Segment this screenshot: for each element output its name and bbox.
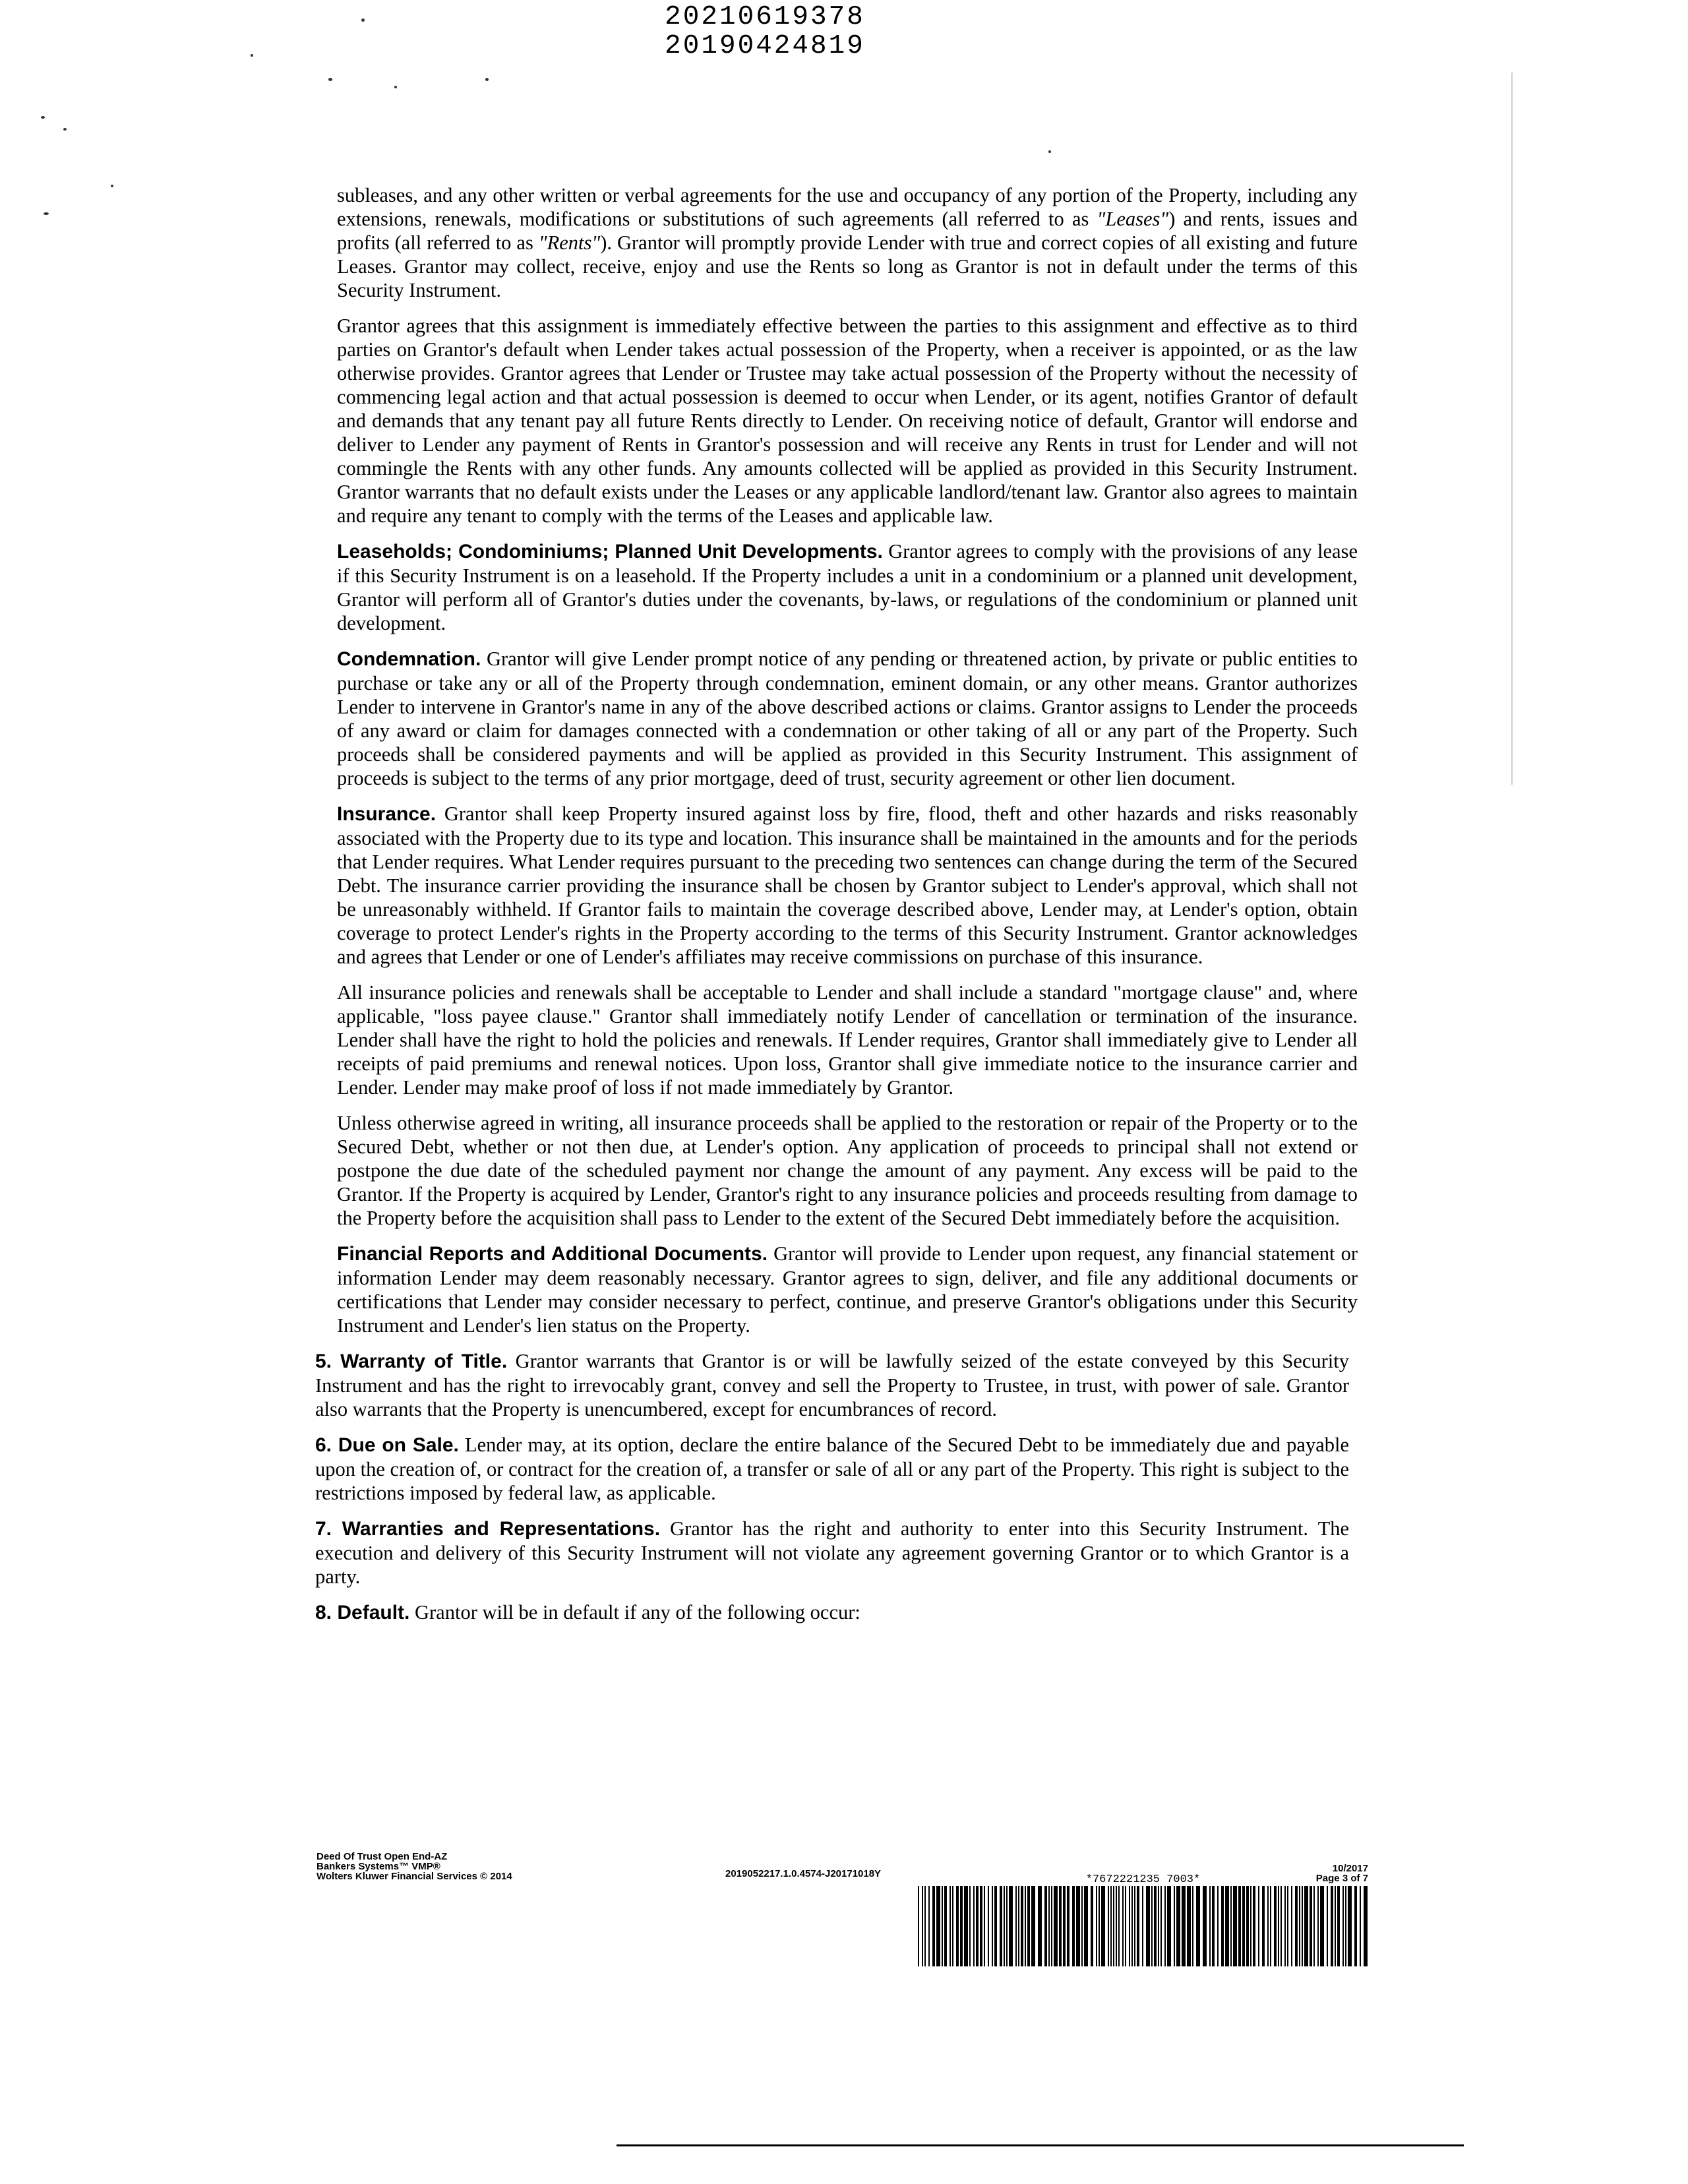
footer-form-info	[316, 1852, 512, 1881]
barcode-bar	[1360, 1886, 1361, 1966]
leases-term: "Leases"	[1097, 208, 1169, 230]
barcode-bar	[1054, 1886, 1058, 1966]
barcode-bar	[992, 1886, 993, 1966]
barcode-bar	[1212, 1886, 1215, 1966]
barcode-bar	[1246, 1886, 1249, 1966]
barcode-bar	[1174, 1886, 1175, 1966]
footer-form-name: Deed Of Trust Open End-AZ	[316, 1851, 448, 1862]
barcode-bar	[950, 1886, 951, 1966]
due-on-sale-heading: 6. Due on Sale.	[315, 1434, 459, 1456]
barcode-bar	[928, 1886, 930, 1966]
assignment-paragraph: Grantor agrees that this assignment is immediately effective between the parties to this assignment and effective as to third parties on Grantor's default when Lender takes actual possession of the Property, when a receiver is appointed, or as the law otherwise provides. Grantor agrees that Lender or Trustee may take actual possession of the Property without the necessity of commencing legal action and that actual possession is deemed to occur when Lender, or its agent, notifies Grantor of default and demands that any tenant pay all future Rents directly to Lender. On receiving notice of default, Grantor will endorse and deliver to Lender any payment of Rents in Grantor's possession and will receive any Rents in trust for Lender and will not commingle the Rents with any other funds. Any amounts collected will be applied as provided in this Security Instrument. Grantor warrants that no default exists under the Leases or any applicable landlord/tenant law. Grantor also agrees to maintain and require any tenant to comply with the terms of the Leases and applicable law.	[337, 315, 1358, 527]
barcode-bar	[1000, 1886, 1002, 1966]
scan-speck	[361, 18, 365, 22]
barcode-bar	[952, 1886, 953, 1966]
barcode-bar	[1284, 1886, 1286, 1966]
barcode-bar	[1320, 1886, 1324, 1966]
barcode-bar	[1101, 1886, 1105, 1966]
barcode-bar	[1238, 1886, 1241, 1966]
barcode-bar	[1099, 1886, 1100, 1966]
barcode-bar	[1067, 1886, 1070, 1966]
barcode-bar	[1118, 1886, 1120, 1966]
footer-copyright: Wolters Kluwer Financial Services © 2014	[316, 1871, 512, 1882]
barcode-bar	[973, 1886, 975, 1966]
barcode-bar	[1134, 1886, 1135, 1966]
leaseholds-section	[337, 539, 1358, 635]
barcode-bar	[1337, 1886, 1340, 1966]
warranties-section	[315, 1517, 1349, 1589]
warranties-heading: 7. Warranties and Representations.	[315, 1518, 661, 1540]
default-heading: 8. Default.	[315, 1602, 410, 1623]
barcode-bar	[1342, 1886, 1344, 1966]
scan-speck	[485, 78, 489, 81]
barcode-bar	[1221, 1886, 1224, 1966]
condemnation-text: Grantor will give Lender prompt notice of any pending or threatened action, by private or public entities to purchase or take any or all of the Property through condemnation, eminent domain, or any other means. Grantor authorizes Lender to intervene in Grantor's name in any of the above described actions or claims. Grantor assigns to Lender the proceeds of any award or claim for damages connected with a condemnation or other taking of all or any part of the Property. Such proceeds shall be considered payments and will be applied as provided in this Security Instrument. This assignment of proceeds is subject to the terms of any prior mortgage, deed of trust, security agreement or other lien document.	[337, 648, 1358, 789]
barcode-bar	[1006, 1886, 1008, 1966]
barcode-bar	[960, 1886, 963, 1966]
barcode-bar	[1031, 1886, 1035, 1966]
barcode-bar	[1110, 1886, 1112, 1966]
barcode-bar	[976, 1886, 979, 1966]
barcode-bar	[1270, 1886, 1271, 1966]
recording-number-1: 20210619378	[665, 2, 865, 32]
barcode-bar	[1125, 1886, 1126, 1966]
leases-text-c: ). Grantor will promptly provide Lender with true and correct copies of all existing and future Leases. Grantor may collect, receive, enjoy and use the Rents so long as Grantor is not in default under the terms of this Security Instrument.	[337, 231, 1358, 301]
barcode-bar	[956, 1886, 959, 1966]
insurance-heading: Insurance.	[337, 803, 437, 825]
barcode-bar	[1267, 1886, 1269, 1966]
scan-speck	[251, 54, 253, 57]
barcode-bar	[936, 1886, 940, 1966]
barcode-bar	[1137, 1886, 1139, 1966]
barcode-bar	[1182, 1886, 1186, 1966]
barcode-bar	[1108, 1886, 1109, 1966]
condemnation-heading: Condemnation.	[337, 648, 481, 670]
barcode-bar	[1348, 1886, 1352, 1966]
financial-reports-text: Grantor will provide to Lender upon request, any financial statement or information Lender may deem reasonably necessary. Grantor agrees to sign, deliver, and file any additional documents or certifications that Lender may consider necessary to perfect, continue, and preserve Grantor's obligations under this Security Instrument and Lender's lien status on the Property.	[337, 1242, 1358, 1337]
barcode-bar	[1250, 1886, 1251, 1966]
barcode-bar	[1059, 1886, 1062, 1966]
barcode-bar	[1203, 1886, 1207, 1966]
barcode-bar	[994, 1886, 997, 1966]
barcode-bar	[1129, 1886, 1130, 1966]
barcode-bar	[1076, 1886, 1080, 1966]
barcode-bar	[1335, 1886, 1336, 1966]
leaseholds-text: Grantor agrees to comply with the provisions of any lease if this Security Instrument is on a leasehold. If the Property includes a unit in a condominium or a planned unit development, Grantor will perform all of Grantor's duties under the covenants, by-laws, or regulations of the condominium or planned unit development.	[337, 540, 1358, 634]
barcode-bar	[1233, 1886, 1237, 1966]
barcode-bar	[944, 1886, 947, 1966]
barcode-bar	[1253, 1886, 1255, 1966]
insurance-section	[337, 802, 1358, 969]
default-text: Grantor will be in default if any of the following occur:	[409, 1601, 860, 1623]
barcode-bar	[1021, 1886, 1023, 1966]
barcode-bar	[969, 1886, 971, 1966]
barcode-bar	[1063, 1886, 1066, 1966]
barcode-bar	[922, 1886, 923, 1966]
barcode-bar	[1291, 1886, 1292, 1966]
barcode-bar	[1217, 1886, 1219, 1966]
barcode-bar	[1345, 1886, 1346, 1966]
barcode-bar	[1354, 1886, 1357, 1966]
barcode-bar	[1364, 1886, 1368, 1966]
barcode-bar	[1051, 1886, 1052, 1966]
financial-reports-heading: Financial Reports and Additional Documents.	[337, 1243, 768, 1265]
barcode-bar	[1084, 1886, 1088, 1966]
barcode-bar	[1317, 1886, 1319, 1966]
barcode-bar	[1160, 1886, 1162, 1966]
document-body	[0, 183, 1688, 1637]
barcode-bar	[1299, 1886, 1300, 1966]
barcode-bar	[924, 1886, 926, 1966]
barcode-bar	[1018, 1886, 1019, 1966]
barcode-bar	[1154, 1886, 1157, 1966]
footer-system: Bankers Systems™ VMP®	[316, 1861, 440, 1872]
footer-date: 10/2017	[1332, 1863, 1368, 1874]
barcode-bar	[1187, 1886, 1191, 1966]
warranties-text: Grantor has the right and authority to enter into this Security Instrument. The execution and delivery of this Security Instrument will not violate any agreement governing Grantor or to which Grantor is a party.	[315, 1517, 1349, 1588]
bottom-rule	[617, 2144, 1464, 2146]
barcode-bar	[1015, 1886, 1017, 1966]
scan-speck	[328, 78, 332, 81]
barcode-bar	[1304, 1886, 1308, 1966]
barcode-bar	[1096, 1886, 1097, 1966]
recording-number-2: 20190424819	[665, 31, 865, 61]
barcode-bar	[1038, 1886, 1042, 1966]
barcode-bar	[1209, 1886, 1211, 1966]
barcode-bar	[984, 1886, 985, 1966]
barcode-bar	[1027, 1886, 1030, 1966]
scan-speck	[63, 128, 67, 131]
barcode-bar	[932, 1886, 935, 1966]
leases-text-b: ) and rents, issues and profits (all referred to as	[337, 208, 1358, 254]
barcode-bar	[980, 1886, 982, 1966]
barcode-bar	[988, 1886, 989, 1966]
barcode-bar	[1196, 1886, 1200, 1966]
barcode-bar	[1167, 1886, 1171, 1966]
barcode-bar	[1295, 1886, 1298, 1966]
barcode-bar	[1313, 1886, 1315, 1966]
barcode-bar	[1072, 1886, 1075, 1966]
barcode-bar	[1278, 1886, 1279, 1966]
due-on-sale-section	[315, 1433, 1349, 1505]
barcode-bar	[1142, 1886, 1143, 1966]
barcode-bar	[1225, 1886, 1229, 1966]
barcode-bar	[1146, 1886, 1150, 1966]
barcode-bar	[1151, 1886, 1153, 1966]
barcode-bar	[918, 1886, 919, 1966]
footer-page-number: Page 3 of 7	[1315, 1873, 1368, 1884]
footer-doc-id: 2019052217.1.0.4574-J20171018Y	[725, 1868, 882, 1879]
barcode-text: *7672221235 7003*	[1085, 1873, 1201, 1886]
barcode-bars	[918, 1886, 1368, 1966]
condemnation-section	[337, 647, 1358, 790]
scan-speck	[1048, 150, 1051, 153]
warranty-of-title-text: Grantor warrants that Grantor is or will be lawfully seized of the estate conveyed by this Security Instrument and has the right to irrevocably grant, convey and sell the Property to Trustee, in trust, with power of sale. Grantor also warrants that the Property is unencumbered, except for encumbrances of record.	[315, 1350, 1349, 1420]
barcode-bar	[1158, 1886, 1159, 1966]
insurance-text: Grantor shall keep Property insured against loss by fire, flood, theft and other hazards and risks reasonably associated with the Property due to its type and location. This insurance shall be maintained in the amounts and for the periods that Lender requires. What Lender requires pursuant to the preceding two sentences can change during the term of the Secured Debt. The insurance carrier providing the insurance shall be chosen by Grantor subject to Lender's approval, which shall not be unreasonably withheld. If Grantor fails to maintain the coverage described above, Lender may, at Lender's option, obtain coverage to protect Lender's rights in the Property according to the terms of this Security Instrument. Grantor acknowledges and agrees that Lender or one of Lender's affiliates may receive commissions on purchase of this insurance.	[337, 803, 1358, 968]
barcode-bar	[1044, 1886, 1047, 1966]
barcode	[918, 1874, 1368, 1966]
barcode-bar	[1310, 1886, 1312, 1966]
insurance-proceeds-paragraph: Unless otherwise agreed in writing, all insurance proceeds shall be applied to the restoration or repair of the Property or to the Secured Debt, whether or not then due, at Lender's option. Any application of proceeds to principal shall not extend or postpone the due date of the scheduled payment nor change the amount of any payment. Any excess will be paid to the Grantor. If the Property is acquired by Lender, Grantor's right to any insurance policies and proceeds resulting from damage to the Property before the acquisition shall pass to Lender to the extent of the Secured Debt immediately before the acquisition.	[337, 1112, 1358, 1229]
warranty-of-title-heading: 5. Warranty of Title.	[315, 1350, 508, 1372]
barcode-bar	[1116, 1886, 1117, 1966]
financial-reports-section	[337, 1242, 1358, 1337]
barcode-bar	[942, 1886, 943, 1966]
barcode-bar	[1122, 1886, 1124, 1966]
barcode-bar	[1242, 1886, 1245, 1966]
rents-term: "Rents"	[538, 231, 601, 254]
leaseholds-heading: Leaseholds; Condominiums; Planned Unit Developments.	[337, 541, 883, 562]
barcode-bar	[1230, 1886, 1232, 1966]
barcode-bar	[1113, 1886, 1114, 1966]
barcode-bar	[1081, 1886, 1083, 1966]
barcode-bar	[1009, 1886, 1013, 1966]
leases-paragraph	[337, 183, 1358, 302]
scan-speck	[394, 86, 397, 88]
barcode-bar	[1164, 1886, 1166, 1966]
barcode-bar	[1274, 1886, 1277, 1966]
barcode-bar	[1176, 1886, 1180, 1966]
barcode-bar	[1131, 1886, 1133, 1966]
due-on-sale-text: Lender may, at its option, declare the entire balance of the Secured Debt to be immediately due and payable upon the creation of, or contract for the creation of, a transfer or sale of all or any part of the Property. This right is subject to the restrictions imposed by federal law, as applicable.	[315, 1434, 1349, 1504]
barcode-bar	[964, 1886, 968, 1966]
default-section	[315, 1600, 1349, 1625]
barcode-bar	[1004, 1886, 1005, 1966]
barcode-bar	[1192, 1886, 1193, 1966]
barcode-bar	[1302, 1886, 1303, 1966]
leases-text-a: subleases, and any other written or verbal agreements for the use and occupancy of any portion of the Property, including any extensions, renewals, modifications or substitutions of such agreements (all referred to as	[337, 184, 1358, 230]
barcode-bar	[1091, 1886, 1093, 1966]
insurance-policies-paragraph: All insurance policies and renewals shall be acceptable to Lender and shall include a standard "mortgage clause" and, where applicable, "loss payee clause." Grantor shall immediately notify Lender of cancellation or termination of the insurance. Lender shall have the right to hold the policies and renewals. If Lender requires, Grantor shall immediately give to Lender all receipts of paid premiums and renewal notices. Upon loss, Grantor shall give immediate notice to the insurance carrier and Lender. Lender may make proof of loss if not made immediately by Grantor.	[337, 981, 1358, 1099]
barcode-bar	[1025, 1886, 1026, 1966]
barcode-bar	[1048, 1886, 1050, 1966]
barcode-bar	[1287, 1886, 1288, 1966]
barcode-bar	[1327, 1886, 1328, 1966]
barcode-bar	[1331, 1886, 1333, 1966]
barcode-bar	[1281, 1886, 1282, 1966]
scan-speck	[41, 116, 45, 119]
barcode-bar	[1258, 1886, 1259, 1966]
warranty-of-title-section	[315, 1349, 1349, 1421]
barcode-bar	[1262, 1886, 1265, 1966]
